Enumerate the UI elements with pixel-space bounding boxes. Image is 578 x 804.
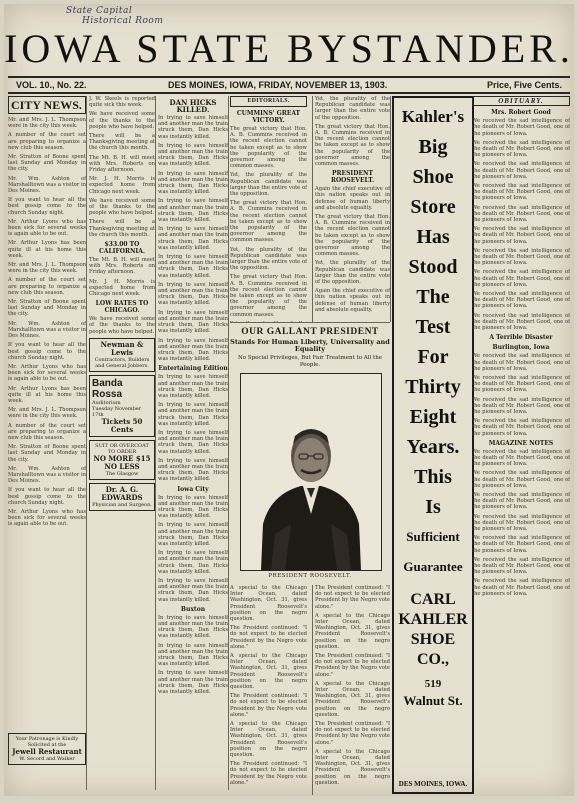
city-news-item: Mr. Stratton of Boone spent last Sunday and Monday in the city. <box>8 154 86 173</box>
city-news-item: Mr. Arthur Lyons has been quite ill at his home this week. <box>8 385 86 404</box>
president-article-text: A special to the Chicago Inter Ocean, dated Washington, Oct. 31, gives President Roosevelt's position on the negro question. <box>230 585 307 623</box>
obituary-text: We received the sad intelligence of the death of Mr. Robert Good, one of the pioneers of Iowa. <box>472 353 570 372</box>
city-news-item: If you want to hear all the best gossip come to the church Sunday night. <box>8 197 86 216</box>
overcoat-ad-heading: SUIT OR OVERCOAT TO ORDER <box>95 442 149 455</box>
editorials-heading: EDITORIALS. <box>230 96 307 107</box>
obituary-text: We received the sad intelligence of the death of Mr. Robert Good, one of the pioneers of Iowa. <box>472 118 570 137</box>
kahler-ad-line: Eight <box>409 406 457 428</box>
editorial-text: The great victory that Hon. A. B. Cummins received in the recent election cannot be taken except as to show the popularity of the governor among the common masses. <box>230 274 307 318</box>
price: Price, Five Cents. <box>486 80 562 90</box>
editorial-text: Yet, the plurality of the Republican candidate was larger than the entire vote of the opposition. <box>230 246 307 272</box>
city-news-item: Mr. Arthur Lyons who has been sick for several weeks is again able to be out. <box>8 363 86 383</box>
obituary-text: We received the sad intelligence of the death of Mr. Robert Good, one of the pioneers of Iowa. <box>472 535 570 554</box>
editorial-text: The great victory that Hon. A. B. Cummins received in the recent election cannot be taken except as to show the popularity of the governor among the common masses. <box>230 200 307 244</box>
article-text: In trying to save himself and another man the train struck them, Dan Hicks was instantly killed. <box>158 115 228 140</box>
president-portrait <box>240 373 382 571</box>
overcoat-ad-shop: The Glasgow <box>105 470 139 477</box>
kahler-ad-line: Shoe <box>412 166 454 188</box>
obituary-subhead: Mrs. Robert Good <box>491 109 551 117</box>
obituary-text: We received the sad intelligence of the death of Mr. Robert Good, one of the pioneers of Iowa. <box>472 396 570 415</box>
overcoat-ad <box>89 440 155 480</box>
kahler-address-line: Walnut St. <box>403 693 463 708</box>
kahler-ad-line: This <box>414 466 452 488</box>
news-item: The Mt. B. H. will meet with Mrs. Roberts on Friday afternoon. <box>89 257 155 276</box>
president-subtitle: Stands For Human Liberty, Universality and Equality <box>230 338 390 353</box>
president-article-column-b <box>312 585 390 795</box>
article-text: In trying to save himself and another man the train struck them, Dan Hicks was instantly killed. <box>158 309 228 335</box>
city-news-item: Mr. Wm. Ashton of Marshalltown was a visitor in Des Moines. <box>8 465 86 485</box>
city-news-item: Mr. Wm. Ashton of Marshalltown was a visitor in Des Moines. <box>8 320 86 340</box>
president-article-text: The President continued: "I do not expect to be elected President by the Negro vote alone." <box>230 693 307 718</box>
news-item: Mr. J. H. Morris is expected home from Chicago next week. <box>89 176 155 195</box>
restaurant-ad-intro: Your Patronage is Kindly Solicited at the <box>15 736 79 748</box>
magazine-notes-subhead: MAGAZINE NOTES <box>488 439 554 447</box>
section-heading: Entertaining Edition <box>158 365 228 373</box>
article-text: In trying to save himself and another man the train struck them, Dan Hicks was instantly killed. <box>158 614 228 640</box>
place-date: DES MOINES, IOWA, FRIDAY, NOVEMBER 13, 1903. <box>168 80 388 90</box>
kahler-company-line: KAHLER <box>398 611 468 628</box>
obituary-text: We received the sad intelligence of the death of Mr. Robert Good, one of the pioneers of Iowa. <box>472 204 570 224</box>
article-text: In trying to save himself and another man the train struck them, Dan Hicks was instantly killed. <box>158 402 228 427</box>
president-article-text: A special to the Chicago Inter Ocean, dated Washington, Oct. 31, gives President Roosevelt's position on the negro question. <box>315 680 390 718</box>
article-text: In trying to save himself and another man the train struck them, Dan Hicks was instantly killed. <box>158 254 228 279</box>
city-news-item: Mr. Wm. Ashton of Marshalltown was a visitor in Des Moines. <box>8 175 86 195</box>
disaster-subhead: A Terrible Disaster <box>489 334 553 342</box>
article-text: In trying to save himself and another man the train struck them, Dan Hicks was instantly killed. <box>158 337 228 363</box>
editorial-text: The great victory that Hon. A. B. Cummins received in the recent election cannot be taken except as to show the popularity of the governor among the common masses. <box>230 126 307 170</box>
kahler-ad-line: Store <box>410 196 456 218</box>
editorials-subhead: CUMMINS' GREAT VICTORY. <box>236 110 301 124</box>
obituary-text: We received the sad intelligence of the death of Mr. Robert Good, one of the pioneers of Iowa. <box>472 226 570 245</box>
editorial-text: Yet, the plurality of the Republican candidate was larger than the entire vote of the opposition. <box>230 172 307 198</box>
overcoat-ad-price: NO MORE $15 NO LESS <box>93 453 151 471</box>
editorial-text: Yet, the plurality of the Republican candidate was larger than the entire vote of the opposition. <box>315 96 390 121</box>
contractors-ad-subtitle: Contractors, Builders and General Jobbers. <box>94 356 150 369</box>
city-news-item: Mr. Arthur Lyons who has been sick for several weeks is again able to be out. <box>8 218 86 238</box>
obituary-text: We received the sad intelligence of the death of Mr. Robert Good, one of the pioneers of Iowa. <box>472 161 570 180</box>
article-text: In trying to save himself and another man the train struck them, Dan Hicks was instantly killed. <box>158 578 228 603</box>
editorials-column-b <box>312 96 390 322</box>
city-news-item: Mr. Stratton of Boone spent last Sunday and Monday in the city. <box>8 299 86 318</box>
obituary-text: We received the sad intelligence of the death of Mr. Robert Good, one of the pioneers of Iowa. <box>472 269 570 288</box>
chicago-rates-heading: LOW RATES TO CHICAGO. <box>95 300 149 315</box>
obituary-text: We received the sad intelligence of the death of Mr. Robert Good, one of the pioneers of Iowa. <box>472 491 570 511</box>
obituary-text: We received the sad intelligence of the death of Mr. Robert Good, one of the pioneers of Iowa. <box>472 448 570 468</box>
article-text: In trying to save himself and another man the train struck them, Dan Hicks was instantly killed. <box>158 374 228 399</box>
restaurant-ad-owners: W. Secord and Walker <box>19 756 75 762</box>
editorial-text: Again the chief executive of this nation speaks out in defense of human liberty and absolute equality. <box>315 288 390 313</box>
president-article-column-a <box>230 585 307 795</box>
president-article-text: A special to the Chicago Inter Ocean, dated Washington, Oct. 31, gives President Roosevelt's position on the negro question. <box>315 748 390 786</box>
obituary-text: We received the sad intelligence of the death of Mr. Robert Good, one of the pioneers of Iowa. <box>472 418 570 437</box>
president-article-text: A special to the Chicago Inter Ocean, dated Washington, Oct. 31, gives President Roosevelt's position on the negro question. <box>230 721 307 759</box>
kahler-ad-line: Guarantee <box>403 559 463 574</box>
city-news-item: If you want to hear all the best gossip come to the church Sunday night. <box>8 342 86 361</box>
article-text: In trying to save himself and another man the train struck them, Dan Hicks was instantly killed. <box>158 550 228 575</box>
kahler-ad-line: Thirty <box>405 376 461 398</box>
kahler-ad-line: For <box>417 346 449 368</box>
article-text: In trying to save himself and another man the train struck them, Dan Hicks was instantly killed. <box>158 670 228 696</box>
obituary-text: We received the sad intelligence of the death of Mr. Robert Good, one of the pioneers of Iowa. <box>472 312 570 332</box>
column-obituary <box>472 96 570 790</box>
president-article-text: The President continued: "I do not expect to be elected President by the Negro vote alone." <box>230 625 307 650</box>
kahler-ad-line: The <box>416 286 450 308</box>
contractors-ad-title: Newman & Lewis <box>100 339 144 357</box>
city-news-item: A number of the court set are preparing to organize a new club this season. <box>8 132 86 151</box>
editorial-text: The great victory that Hon. A. B. Cummins received in the recent election cannot be taken except as to show the popularity of the governor among the common masses. <box>315 123 390 168</box>
obituary-text: We received the sad intelligence of the death of Mr. Robert Good, one of the pioneers of Iowa. <box>472 247 570 267</box>
news-item: There will be a Thanksgiving meeting at the church this month. <box>89 219 155 238</box>
obituary-text: We received the sad intelligence of the death of Mr. Robert Good, one of the pioneers of Iowa. <box>472 374 570 394</box>
article-text: In trying to save himself and another man the train struck them, Dan Hicks was instantly killed. <box>158 170 228 196</box>
president-article-text: The President continued: "I do not expect to be elected President by the Negro vote alone." <box>315 721 390 746</box>
article-text: In trying to save himself and another man the train struck them, Dan Hicks was instantly killed. <box>158 429 228 455</box>
volume-number: VOL. 10., No. 22. <box>16 80 87 90</box>
obituary-text: We received the sad intelligence of the death of Mr. Robert Good, one of the pioneers of Iowa. <box>472 578 570 597</box>
handwritten-line-2: Historical Room <box>82 16 164 26</box>
kahler-ad-line: Stood <box>408 256 458 278</box>
kahler-ad-line: Kahler's <box>401 107 465 126</box>
banda-rossa-ad <box>89 375 155 437</box>
city-news-heading: CITY NEWS. <box>8 96 86 114</box>
city-news-item: Mr. and Mrs. J. L. Thompson were in the city this week. <box>8 117 86 130</box>
masthead-title: IOWA STATE BYSTANDER. <box>4 26 574 71</box>
article-text: In trying to save himself and another man the train struck them, Dan Hicks was instantly killed. <box>158 457 228 483</box>
city-news-item: If you want to hear all the best gossip come to the church Sunday night. <box>8 487 86 506</box>
article-text: In trying to save himself and another man the train struck them, Dan Hicks was instantly killed. <box>158 198 228 224</box>
kahler-company-line: CARL <box>410 591 456 608</box>
handwritten-line-1: State Capital <box>66 6 133 16</box>
column-three <box>158 96 229 790</box>
news-item: Mr. J. H. Morris is expected home from Chicago next week. <box>89 278 155 298</box>
article-text: In trying to save himself and another man the train struck them, Dan Hicks was instantly killed. <box>158 226 228 251</box>
obituary-text: We received the sad intelligence of the death of Mr. Robert Good, one of the pioneers of Iowa. <box>472 183 570 202</box>
portrait-illustration <box>241 374 381 570</box>
kahler-company-line: SHOE <box>410 631 456 648</box>
obituary-heading: OBITUARY. <box>472 96 570 106</box>
kahler-address-line: 519 <box>424 678 442 690</box>
burlington-subhead: Burlington, Iowa <box>492 344 550 352</box>
physician-name: Dr. A. G. EDWARDS <box>101 484 143 502</box>
city-news-item: A number of the court set are preparing to organize a new club this season. <box>8 422 86 441</box>
kahler-ad-line: Is <box>425 496 441 518</box>
city-news-item: Mr. Arthur Lyons has been quite ill at his home this week. <box>8 240 86 259</box>
editorials-subhead-roosevelt: PRESIDENT ROOSEVELT. <box>330 170 375 185</box>
news-item: There will be a Thanksgiving meeting at the church this month. <box>89 133 155 152</box>
portrait-caption: PRESIDENT ROOSEVELT. <box>268 573 352 579</box>
city-news-item: Mr. and Mrs. J. L. Thompson were in the city this week. <box>8 407 86 420</box>
article-text: In trying to save himself and another man the train struck them, Dan Hicks was instantly killed. <box>158 281 228 307</box>
city-news-item: Mr. Stratton of Boone spent last Sunday and Monday in the city. <box>8 444 86 463</box>
handwritten-note <box>66 6 163 26</box>
kahler-ad-footer: DES MOINES, IOWA. <box>398 780 468 788</box>
president-article <box>230 585 390 795</box>
city-news-item: A number of the court set are preparing to organize a new club this season. <box>8 277 86 296</box>
news-item: We have received some of the thanks to the people who have helped. <box>89 197 155 217</box>
banda-rossa-date: Tuesday November 17th <box>92 405 142 418</box>
section-heading: Buxton <box>180 605 206 613</box>
kahler-ad-line: Big <box>418 136 448 158</box>
president-title: OUR GALLANT PRESIDENT <box>241 327 379 337</box>
president-article-text: The President continued: "I do not expect to be elected President by the Negro vote alone." <box>315 585 390 610</box>
restaurant-ad-name: Jewell Restaurant <box>12 747 82 756</box>
city-news-item: Mr. Arthur Lyons who has been sick for several weeks is again able to be out. <box>8 508 86 528</box>
editorials-column-a <box>230 96 307 322</box>
physician-title: Physician and Surgeon. <box>92 501 152 508</box>
article-text: In trying to save himself and another man the train struck them, Dan Hicks was instantly killed. <box>158 522 228 547</box>
president-article-text: A special to the Chicago Inter Ocean, dated Washington, Oct. 31, gives President Roosevelt's position on the negro question. <box>230 653 307 691</box>
article-text: In trying to save himself and another man the train struck them, Dan Hicks was instantly killed. <box>158 494 228 520</box>
kahler-ad-line: Test <box>415 316 451 338</box>
physician-ad <box>89 483 155 511</box>
president-article-text: The President continued: "I do not expect to be elected President by the Negro vote alone." <box>315 653 390 678</box>
obituary-text: We received the sad intelligence of the death of Mr. Robert Good, one of the pioneers of Iowa. <box>472 291 570 310</box>
president-block <box>230 322 390 796</box>
column-two <box>89 96 156 790</box>
banda-rossa-name: Banda Rossa <box>92 377 123 400</box>
editorial-text: Again the chief executive of this nation speaks out in defense of human liberty and absolute equality. <box>315 186 390 211</box>
news-item: We have received some of the thanks to the people who have helped. <box>89 316 155 335</box>
contractors-ad <box>89 338 155 372</box>
california-excursion-heading: $33.00 TO CALIFORNIA. <box>99 241 145 256</box>
news-item: The Mt. B. H. will meet with Mrs. Roberts on Friday afternoon. <box>89 154 155 174</box>
news-item: We have received some of the thanks to the people who have helped. <box>89 111 155 130</box>
obituary-text: We received the sad intelligence of the death of Mr. Robert Good, one of the pioneers of Iowa. <box>472 513 570 532</box>
restaurant-ad <box>8 733 86 765</box>
news-item: J. W. Skeels is reported quite sick this week. <box>89 96 155 109</box>
article-text: In trying to save himself and another man the train struck them, Dan Hicks was instantly killed. <box>158 642 228 668</box>
banda-rossa-tickets: Tickets 50 Cents <box>101 416 143 434</box>
kahler-ad-line: Has <box>416 226 450 248</box>
newspaper-page <box>4 4 574 796</box>
kahler-ad-line: Years. <box>406 436 460 458</box>
president-note: No Special Privileges, But Fair Treatment to All the People. <box>237 355 383 368</box>
article-text: In trying to save himself and another man the train struck them, Dan Hicks was instantly killed. <box>158 142 228 168</box>
section-heading: Iowa City <box>177 485 209 493</box>
editorials-block <box>230 96 391 322</box>
kahler-shoe-ad <box>392 96 474 794</box>
editorial-text: Yet, the plurality of the Republican candidate was larger than the entire vote of the opposition. <box>315 260 390 286</box>
obituary-text: We received the sad intelligence of the death of Mr. Robert Good, one of the pioneers of Iowa. <box>472 556 570 576</box>
president-article-text: A special to the Chicago Inter Ocean, dated Washington, Oct. 31, gives President Roosevelt's position on the negro question. <box>315 612 390 650</box>
column-city-news <box>8 96 87 790</box>
president-article-text: The President continued: "I do not expect to be elected President by the Negro vote alone." <box>230 761 307 786</box>
dan-hicks-heading: DAN HICKS KILLED. <box>169 98 217 114</box>
banda-rossa-place: Auditorium <box>92 399 121 406</box>
kahler-ad-line: Sufficient <box>406 529 460 544</box>
editorial-text: The great victory that Hon. A. B. Cummins received in the recent election cannot be taken except as to show the popularity of the governor among the common masses. <box>315 214 390 258</box>
dateline <box>8 76 570 94</box>
obituary-text: We received the sad intelligence of the death of Mr. Robert Good, one of the pioneers of Iowa. <box>472 470 570 489</box>
obituary-text: We received the sad intelligence of the death of Mr. Robert Good, one of the pioneers of Iowa. <box>472 139 570 159</box>
kahler-company-line: CO., <box>417 651 449 668</box>
city-news-item: Mr. and Mrs. J. L. Thompson were in the city this week. <box>8 262 86 275</box>
